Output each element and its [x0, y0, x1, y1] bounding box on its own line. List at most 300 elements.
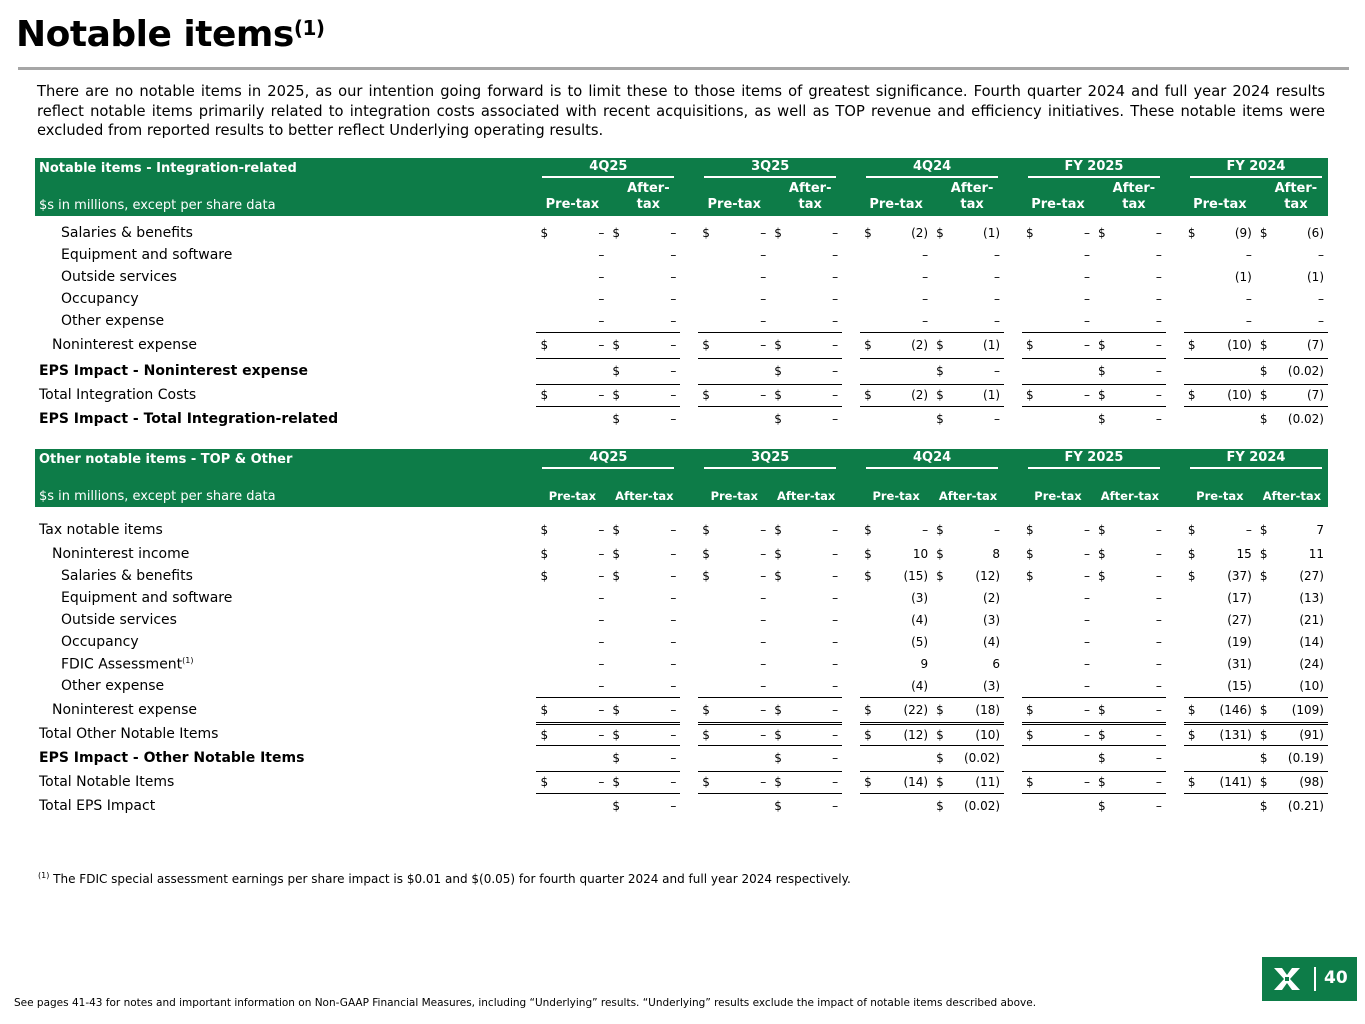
cell-value: – — [760, 523, 767, 537]
table-row — [35, 222, 1328, 244]
currency-sign: $ — [864, 226, 872, 240]
cell-value: (98) — [1272, 771, 1328, 793]
currency-sign: $ — [608, 745, 624, 771]
eps-value: – — [624, 358, 680, 384]
currency-sign: $ — [540, 226, 549, 240]
cell-value: – — [786, 384, 842, 406]
currency-sign: $ — [1187, 547, 1196, 561]
table-row — [35, 332, 1328, 358]
cell-value: (10) — [948, 723, 1004, 745]
row-label: Equipment and software — [61, 590, 233, 606]
row-label: FDIC Assessment$^{(1)}$ — [61, 655, 194, 673]
row-label: Total Other Notable Items — [39, 726, 219, 742]
cell-value: – — [1083, 248, 1090, 262]
cell-value: (109) — [1272, 697, 1328, 723]
cell-value: (27) — [1227, 613, 1252, 627]
currency-sign: $ — [702, 547, 710, 561]
currency-sign: $ — [1187, 226, 1196, 240]
table-row — [35, 609, 1328, 631]
logo-divider — [1314, 967, 1316, 991]
cell-value: – — [760, 657, 767, 671]
cell-value: – — [1038, 697, 1094, 723]
currency-sign: $ — [1184, 384, 1200, 406]
cell-value: – — [760, 569, 767, 583]
currency-sign: $ — [1094, 384, 1110, 406]
pre-tax-header: Pre-tax — [698, 178, 770, 216]
currency-sign: $ — [1026, 226, 1034, 240]
cell-value: – — [1110, 384, 1166, 406]
brand-logo-icon — [1272, 966, 1302, 992]
currency-sign: $ — [932, 745, 948, 771]
cell-value: – — [552, 723, 608, 745]
cell-value: (14) — [876, 771, 932, 793]
currency-sign: $ — [612, 547, 621, 561]
table-heading: Other notable items - TOP & Other — [35, 449, 518, 469]
currency-sign: $ — [536, 723, 552, 745]
row-label: Outside services — [61, 269, 177, 285]
cell-value: – — [1083, 635, 1090, 649]
cell-value: – — [832, 569, 839, 583]
currency-sign: $ — [1259, 523, 1268, 537]
cell-value: (2) — [876, 332, 932, 358]
cell-value: – — [1083, 313, 1090, 328]
cell-value: (9) — [1234, 226, 1252, 240]
after-tax-header: After- tax — [1094, 178, 1166, 216]
currency-sign: $ — [1259, 569, 1268, 583]
cell-value: – — [1155, 523, 1162, 537]
cell-value: – — [832, 248, 839, 262]
page-number: 40 — [1324, 968, 1348, 988]
currency-sign: $ — [1097, 226, 1106, 240]
row-label: Occupancy — [61, 291, 139, 307]
table-row — [35, 587, 1328, 609]
currency-sign: $ — [1094, 723, 1110, 745]
cell-value: – — [922, 270, 929, 284]
pre-tax-header: Pre-tax — [536, 178, 608, 216]
currency-sign: $ — [774, 412, 782, 427]
cell-value: (2) — [983, 591, 1001, 605]
currency-sign: $ — [1187, 569, 1196, 583]
currency-sign: $ — [608, 384, 624, 406]
row-label: Other expense — [61, 313, 165, 329]
table-row — [35, 244, 1328, 266]
cell-value: – — [760, 678, 767, 693]
currency-sign: $ — [1094, 332, 1110, 358]
cell-value: – — [1110, 723, 1166, 745]
eps-value: (0.02) — [1272, 358, 1328, 384]
cell-value: (3) — [911, 591, 929, 605]
cell-value: – — [598, 657, 605, 671]
currency-sign: $ — [932, 358, 948, 384]
cell-value: – — [670, 523, 677, 537]
currency-sign: $ — [774, 547, 782, 561]
integration-table — [35, 158, 1328, 432]
currency-sign: $ — [932, 332, 948, 358]
eps-value: – — [1155, 799, 1162, 814]
cell-value: – — [1083, 547, 1090, 561]
after-tax-header: After-tax — [932, 469, 1004, 507]
after-tax-header: After-tax — [770, 469, 842, 507]
cell-value: 7 — [1316, 523, 1324, 537]
currency-sign: $ — [1184, 697, 1200, 723]
cell-value: (12) — [876, 723, 932, 745]
cell-value: – — [552, 771, 608, 793]
cell-value: – — [1155, 657, 1162, 671]
currency-sign: $ — [932, 384, 948, 406]
cell-value: – — [1155, 226, 1162, 240]
cell-value: – — [598, 292, 605, 306]
cell-value: (27) — [1299, 569, 1324, 583]
cell-value: – — [1083, 591, 1090, 605]
currency-sign: $ — [1256, 384, 1272, 406]
period-header: FY 2025 — [1022, 158, 1166, 178]
currency-sign: $ — [1259, 547, 1268, 561]
currency-sign: $ — [770, 745, 786, 771]
currency-sign: $ — [1097, 523, 1106, 537]
currency-sign: $ — [936, 799, 944, 814]
cell-value: – — [1038, 771, 1094, 793]
currency-sign: $ — [770, 723, 786, 745]
row-label: Equipment and software — [61, 247, 233, 263]
currency-sign: $ — [774, 523, 782, 537]
cell-value: – — [760, 270, 767, 284]
cell-value: – — [552, 332, 608, 358]
currency-sign: $ — [864, 569, 872, 583]
table-row — [35, 653, 1328, 675]
currency-sign: $ — [536, 384, 552, 406]
currency-sign: $ — [932, 771, 948, 793]
row-label: EPS Impact - Noninterest expense — [39, 363, 308, 379]
cell-value: 9 — [920, 657, 929, 671]
cell-value: – — [670, 678, 677, 693]
cell-value: – — [624, 771, 680, 793]
footnote: $^{(1)}$ The FDIC special assessment earnings per share impact is $0.01 and $(0.05) for fourth quarter 2024 and full year 2024 respectively. — [38, 871, 851, 886]
cell-value: (6) — [1307, 226, 1324, 240]
currency-sign: $ — [860, 697, 876, 723]
currency-sign: $ — [936, 412, 944, 427]
eps-value: – — [786, 745, 842, 771]
pre-tax-header: Pre-tax — [1022, 178, 1094, 216]
cell-value: – — [1245, 248, 1252, 262]
cell-value: – — [1155, 678, 1162, 693]
row-label: EPS Impact - Total Integration-related — [39, 411, 339, 427]
cell-value: (7) — [1272, 332, 1328, 358]
cell-value: (22) — [876, 697, 932, 723]
table-row — [35, 565, 1328, 587]
cell-value: – — [1155, 270, 1162, 284]
cell-value: – — [1245, 292, 1252, 306]
cell-value: – — [832, 547, 839, 561]
cell-value: (146) — [1200, 697, 1256, 723]
currency-sign: $ — [770, 358, 786, 384]
currency-sign: $ — [1026, 523, 1034, 537]
cell-value: – — [1038, 384, 1094, 406]
currency-sign: $ — [932, 697, 948, 723]
cell-value: – — [1110, 771, 1166, 793]
cell-value: – — [1155, 292, 1162, 306]
cell-value: – — [714, 697, 770, 723]
cell-value: – — [624, 384, 680, 406]
cell-value: – — [598, 270, 605, 284]
currency-sign: $ — [1184, 332, 1200, 358]
cell-value: – — [760, 547, 767, 561]
cell-value: – — [1083, 657, 1090, 671]
cell-value: – — [832, 635, 839, 649]
cell-value: – — [598, 635, 605, 649]
currency-sign: $ — [698, 332, 714, 358]
cell-value: – — [714, 384, 770, 406]
currency-sign: $ — [1097, 547, 1106, 561]
table-row — [35, 697, 1328, 723]
row-label: Total Integration Costs — [39, 387, 197, 403]
cell-value: – — [598, 569, 605, 583]
cell-value: (15) — [903, 569, 929, 583]
table-row — [35, 723, 1328, 745]
cell-value: – — [1155, 547, 1162, 561]
cell-value: – — [1155, 569, 1162, 583]
currency-sign: $ — [1187, 523, 1196, 537]
row-label: Total EPS Impact — [39, 798, 156, 814]
cell-value: – — [598, 523, 605, 537]
currency-sign: $ — [608, 332, 624, 358]
cell-value: (131) — [1200, 723, 1256, 745]
cell-value: – — [670, 547, 677, 561]
cell-value: 15 — [1236, 547, 1252, 561]
currency-sign: $ — [608, 723, 624, 745]
currency-sign: $ — [1026, 569, 1034, 583]
cell-value: – — [994, 292, 1001, 306]
row-label: Occupancy — [61, 634, 139, 650]
cell-value: – — [624, 723, 680, 745]
eps-value: – — [786, 358, 842, 384]
currency-sign: $ — [536, 332, 552, 358]
currency-sign: $ — [1256, 745, 1272, 771]
cell-value: – — [832, 613, 839, 627]
cell-value: (4) — [911, 678, 929, 693]
currency-sign: $ — [1094, 745, 1110, 771]
eps-value: – — [1110, 745, 1166, 771]
pre-tax-header: Pre-tax — [1184, 469, 1256, 507]
eps-value: (0.21) — [1287, 799, 1324, 814]
cell-value: (1) — [948, 384, 1004, 406]
currency-sign: $ — [1026, 547, 1034, 561]
cell-value: (1) — [983, 226, 1001, 240]
currency-sign: $ — [1256, 358, 1272, 384]
period-header: 4Q25 — [536, 449, 680, 469]
currency-sign: $ — [536, 771, 552, 793]
cell-value: – — [1083, 292, 1090, 306]
cell-value: (2) — [876, 384, 932, 406]
currency-sign: $ — [1097, 569, 1106, 583]
pre-tax-header: Pre-tax — [860, 178, 932, 216]
cell-value: – — [552, 384, 608, 406]
cell-value: – — [1083, 569, 1090, 583]
cell-value: (15) — [1227, 678, 1252, 693]
currency-sign: $ — [1022, 723, 1038, 745]
table-row — [35, 310, 1328, 332]
cell-value: – — [760, 313, 767, 328]
eps-value: – — [670, 799, 677, 814]
table-row — [35, 384, 1328, 406]
cell-value: – — [922, 248, 929, 262]
after-tax-header: After- tax — [1256, 178, 1328, 216]
cell-value: – — [832, 591, 839, 605]
cell-value: (14) — [1299, 635, 1324, 649]
currency-sign: $ — [612, 799, 621, 814]
eps-value: – — [832, 799, 839, 814]
cell-value: – — [598, 591, 605, 605]
period-header: FY 2025 — [1022, 449, 1166, 469]
after-tax-header: After- tax — [770, 178, 842, 216]
after-tax-header: After-tax — [1256, 469, 1328, 507]
row-label: Total Notable Items — [39, 774, 175, 790]
currency-sign: $ — [608, 771, 624, 793]
cell-value: – — [922, 313, 929, 328]
currency-sign: $ — [864, 547, 872, 561]
row-label: Salaries & benefits — [61, 225, 193, 241]
currency-sign: $ — [864, 523, 872, 537]
currency-sign: $ — [860, 332, 876, 358]
cell-value: (4) — [983, 635, 1001, 649]
currency-sign: $ — [770, 771, 786, 793]
intro-paragraph: There are no notable items in 2025, as our intention going forward is to limit these to those items of greatest significance. Fourth quarter 2024 and full year 2024 results reflect notable items primarily related to integration costs associated with recent acquisitions, as well as TOP revenue and efficiency initiatives. These notable items were excluded from reported results to better reflect Underlying operating results. — [37, 83, 1325, 139]
row-label: Other expense — [61, 678, 165, 694]
cell-value: (4) — [911, 613, 929, 627]
cell-value: – — [670, 313, 677, 328]
cell-value: – — [760, 613, 767, 627]
cell-value: – — [1155, 313, 1162, 328]
cell-value: – — [760, 226, 767, 240]
cell-value: (2) — [911, 226, 929, 240]
currency-sign: $ — [774, 799, 782, 814]
currency-sign: $ — [540, 523, 549, 537]
currency-sign: $ — [1094, 358, 1110, 384]
cell-value: – — [1083, 613, 1090, 627]
cell-value: 10 — [912, 547, 929, 561]
cell-value: (10) — [1200, 332, 1256, 358]
currency-sign: $ — [608, 697, 624, 723]
currency-sign: $ — [1094, 771, 1110, 793]
currency-sign: $ — [612, 523, 621, 537]
cell-value: – — [1318, 313, 1324, 328]
currency-sign: $ — [860, 771, 876, 793]
table-row — [35, 266, 1328, 288]
currency-sign: $ — [612, 226, 621, 240]
cell-value: – — [670, 613, 677, 627]
cell-value: – — [1155, 248, 1162, 262]
currency-sign: $ — [1259, 412, 1268, 427]
cell-value: – — [760, 591, 767, 605]
cell-value: – — [552, 697, 608, 723]
currency-sign: $ — [698, 384, 714, 406]
currency-sign: $ — [1256, 771, 1272, 793]
currency-sign: $ — [612, 412, 621, 427]
cell-value: – — [1083, 523, 1090, 537]
table-row — [35, 517, 1328, 543]
bottom-note: See pages 41-43 for notes and important information on Non-GAAP Financial Measures, including “Underlying” results. “Underlying” results exclude the impact of notable items described above. — [14, 997, 1037, 1009]
currency-sign: $ — [540, 569, 549, 583]
table-subheading: $s in millions, except per share data — [35, 178, 518, 216]
cell-value: – — [994, 313, 1001, 328]
cell-value: – — [624, 697, 680, 723]
other-notable-table — [35, 449, 1328, 819]
period-header: 4Q24 — [860, 449, 1004, 469]
cell-value: (10) — [1299, 678, 1324, 693]
currency-sign: $ — [1259, 799, 1268, 814]
cell-value: 6 — [992, 657, 1001, 671]
cell-value: – — [670, 226, 677, 240]
pre-tax-header: Pre-tax — [1022, 469, 1094, 507]
currency-sign: $ — [1184, 771, 1200, 793]
cell-value: (31) — [1227, 657, 1252, 671]
currency-sign: $ — [936, 547, 944, 561]
cell-value: – — [760, 292, 767, 306]
cell-value: – — [670, 270, 677, 284]
title-divider — [18, 67, 1349, 70]
row-label: Noninterest expense — [52, 702, 198, 718]
currency-sign: $ — [536, 697, 552, 723]
cell-value: – — [994, 523, 1001, 537]
currency-sign: $ — [1094, 697, 1110, 723]
currency-sign: $ — [936, 569, 944, 583]
currency-sign: $ — [698, 771, 714, 793]
period-header: 4Q25 — [536, 158, 680, 178]
currency-sign: $ — [702, 226, 710, 240]
period-header: 3Q25 — [698, 449, 842, 469]
after-tax-header: After- tax — [608, 178, 680, 216]
cell-value: (37) — [1227, 569, 1252, 583]
currency-sign: $ — [698, 723, 714, 745]
currency-sign: $ — [1022, 771, 1038, 793]
cell-value: (19) — [1227, 635, 1252, 649]
eps-value: (0.02) — [963, 799, 1001, 814]
row-label: Outside services — [61, 612, 177, 628]
cell-value: (7) — [1272, 384, 1328, 406]
period-header: FY 2024 — [1184, 158, 1328, 178]
currency-sign: $ — [936, 226, 944, 240]
eps-value: (0.02) — [1287, 412, 1324, 427]
eps-value: – — [1110, 358, 1166, 384]
page-title: Notable items$^{(1)}$ — [16, 14, 325, 55]
cell-value: (1) — [1234, 270, 1252, 284]
cell-value: (21) — [1299, 613, 1324, 627]
cell-value: – — [994, 248, 1001, 262]
cell-value: (12) — [975, 569, 1001, 583]
cell-value: – — [922, 523, 929, 537]
currency-sign: $ — [1256, 332, 1272, 358]
table-row — [35, 631, 1328, 653]
cell-value: – — [1110, 332, 1166, 358]
cell-value: – — [714, 332, 770, 358]
table-row — [35, 675, 1328, 697]
eps-value: – — [948, 358, 1004, 384]
currency-sign: $ — [612, 569, 621, 583]
cell-value: – — [670, 248, 677, 262]
currency-sign: $ — [1022, 332, 1038, 358]
currency-sign: $ — [698, 697, 714, 723]
pre-tax-header: Pre-tax — [536, 469, 608, 507]
pre-tax-header: Pre-tax — [698, 469, 770, 507]
currency-sign: $ — [932, 723, 948, 745]
row-label: Noninterest income — [52, 546, 190, 562]
cell-value: – — [1155, 591, 1162, 605]
eps-value: – — [832, 412, 839, 427]
cell-value: – — [832, 226, 839, 240]
cell-value: (1) — [1307, 270, 1324, 284]
table-heading: Notable items - Integration-related — [35, 158, 518, 178]
row-label: EPS Impact - Other Notable Items — [39, 750, 305, 766]
currency-sign: $ — [1259, 226, 1268, 240]
